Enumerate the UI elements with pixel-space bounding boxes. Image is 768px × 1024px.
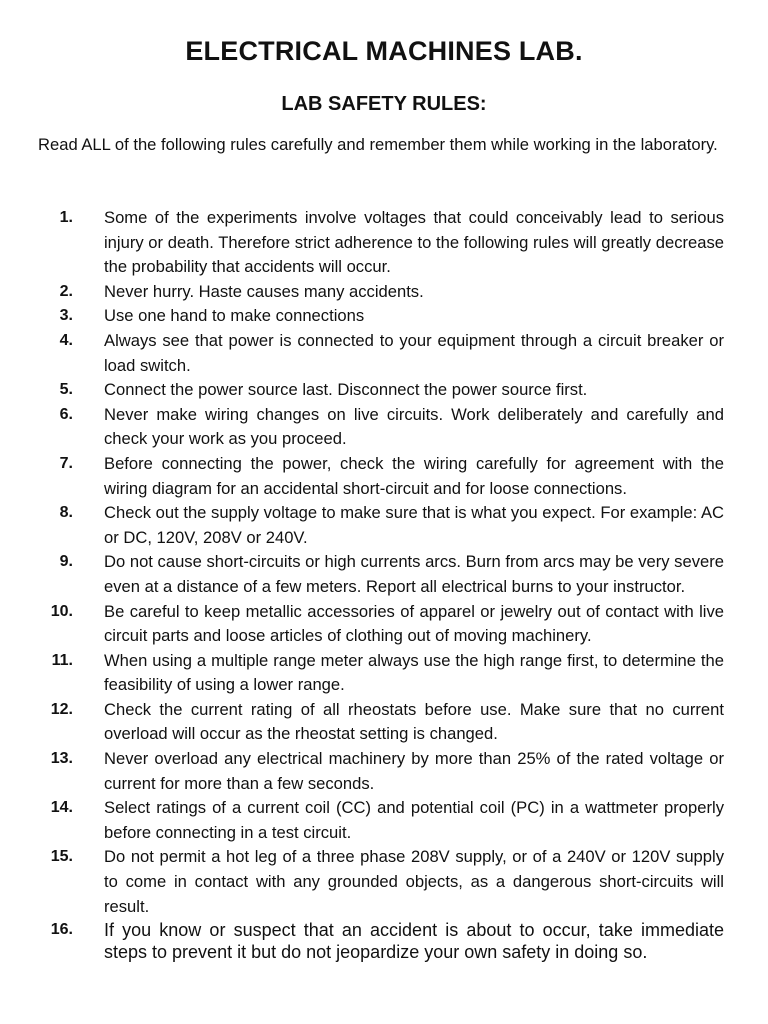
rule-number: 4. — [59, 331, 73, 349]
rule-number: 8. — [59, 504, 73, 522]
rule-number: 13. — [50, 750, 73, 768]
rule-item — [0, 403, 768, 452]
rule-number: 7. — [59, 454, 73, 472]
rule-item — [0, 501, 768, 550]
rule-item — [0, 304, 768, 329]
rule-item — [0, 919, 768, 963]
rule-number: 3. — [59, 307, 73, 325]
rule-item — [0, 378, 768, 403]
rule-item — [0, 845, 768, 919]
rule-item — [0, 796, 768, 845]
rule-text: Never hurry. Haste causes many accidents. — [104, 281, 424, 301]
rule-text: Use one hand to make connections — [104, 306, 365, 326]
rule-text: Connect the power source last. Disconnect the power source first. — [104, 380, 588, 400]
document-title: ELECTRICAL MACHINES LAB. — [185, 36, 583, 66]
rule-text: Do not permit a hot leg of a three phase 208V supply, or of a 240V or 120V supply to come in contact with any grounded objects, as a dangerous short-circuits will result. — [104, 847, 724, 916]
rule-item — [0, 747, 768, 796]
rule-number: 9. — [59, 553, 73, 571]
rule-number: 6. — [59, 405, 73, 423]
rule-number: 15. — [50, 848, 73, 866]
rule-text: Check out the supply voltage to make sure that is what you expect. For example: AC or DC, 120V, 208V or 240V. — [104, 503, 724, 547]
rule-text: Check the current rating of all rheostats before use. Make sure that no current overload will occur as the rheostat setting is changed. — [104, 699, 724, 744]
rule-item — [0, 649, 768, 698]
rule-item — [0, 329, 768, 378]
rule-item — [0, 452, 768, 501]
rule-item — [0, 550, 768, 599]
rule-text: Be careful to keep metallic accessories of apparel or jewelry out of contact with live circuit parts and loose articles of clothing out of moving machinery. — [104, 601, 724, 646]
rule-text: Do not cause short-circuits or high currents arcs. Burn from arcs may be very severe even at a distance of a few meters. Report all electrical burns to your instructor. — [104, 552, 724, 596]
section-heading: LAB SAFETY RULES: — [281, 93, 487, 115]
rule-item — [0, 280, 768, 305]
rule-number: 1. — [59, 209, 73, 226]
rule-text: Always see that power is connected to your equipment through a circuit breaker or load switch. — [104, 330, 724, 375]
rule-number: 16. — [50, 921, 73, 939]
intro-paragraph: Read ALL of the following rules carefully and remember them while working in the laboratory. — [38, 135, 718, 154]
rule-text: If you know or suspect that an accident is about to occur, take immediate steps to prevent it but do not jeopardize your own safety in doing so. — [104, 920, 724, 963]
rule-item — [0, 206, 768, 280]
rule-text: Select ratings of a current coil (CC) and potential coil (PC) in a wattmeter properly before connecting in a test circuit. — [104, 798, 724, 842]
rule-text: Never make wiring changes on live circuits. Work deliberately and carefully and check your work as you proceed. — [104, 404, 724, 449]
rule-number: 10. — [50, 602, 73, 620]
rule-number: 14. — [50, 799, 73, 817]
rule-number: 5. — [59, 381, 73, 399]
rule-number: 12. — [50, 700, 73, 718]
rule-text: Some of the experiments involve voltages that could conceivably lead to serious injury or death. Therefore strict adherence to the following rules will greatly decrease the probability that accidents will occur. — [104, 208, 724, 277]
rule-number: 11. — [51, 651, 73, 669]
rule-number: 2. — [59, 282, 73, 300]
rule-text: Before connecting the power, check the wiring carefully for agreement with the wiring diagram for an accidental short-circuit and for loose connections. — [104, 453, 724, 498]
rule-item — [0, 600, 768, 649]
safety-rules-list — [0, 206, 768, 963]
rule-text: Never overload any electrical machinery by more than 25% of the rated voltage or current for more than a few seconds. — [104, 749, 724, 793]
rule-text: When using a multiple range meter always use the high range first, to determine the feasibility of using a lower range. — [104, 650, 724, 695]
rule-item — [0, 698, 768, 747]
